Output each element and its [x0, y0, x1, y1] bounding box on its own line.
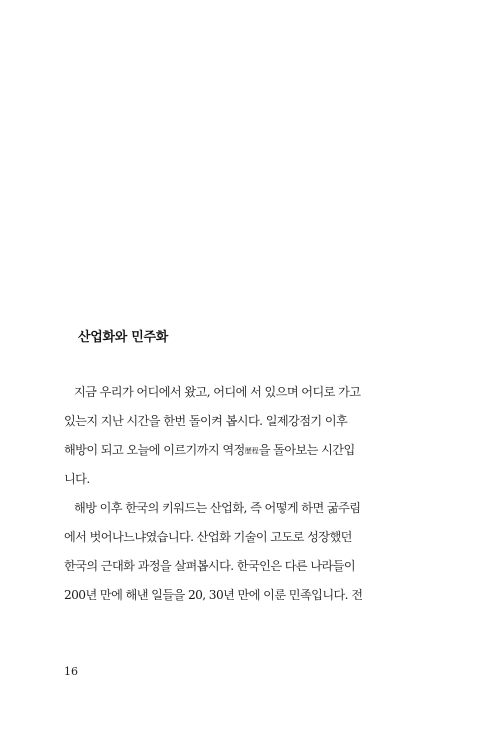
hanja-annotation: 歷程: [244, 447, 259, 455]
section-title: 산업화와 민주화: [78, 330, 169, 345]
text-segment: 해방이 되고 오늘에 이르기까지 역정: [64, 443, 245, 457]
paragraph-1: [64, 378, 396, 494]
text-line: 에서 벗어나느냐였습니다. 산업화 기술이 고도로 성장했던: [64, 530, 352, 544]
page-number: 16: [64, 665, 78, 678]
text-line: 니다.: [64, 472, 90, 486]
body-text: [64, 378, 396, 610]
text-line: 있는지 지난 시간을 한번 돌이켜 봅시다. 일제강점기 이후: [64, 414, 348, 428]
text-segment: 을 돌아보는 시간입: [258, 443, 355, 457]
text-line: [64, 436, 396, 465]
text-line: 한국의 근대화 과정을 살펴봅시다. 한국인은 다른 나라들이: [64, 559, 356, 573]
text-line: 200년 만에 해낸 일들을 20, 30년 만에 이룬 민족입니다. 전: [64, 588, 363, 602]
text-line: 지금 우리가 어디에서 왔고, 어디에 서 있으며 어디로 가고: [74, 385, 361, 399]
paragraph-2: [64, 494, 396, 610]
text-line: 해방 이후 한국의 키워드는 산업화, 즉 어떻게 하면 굶주림: [74, 501, 361, 515]
